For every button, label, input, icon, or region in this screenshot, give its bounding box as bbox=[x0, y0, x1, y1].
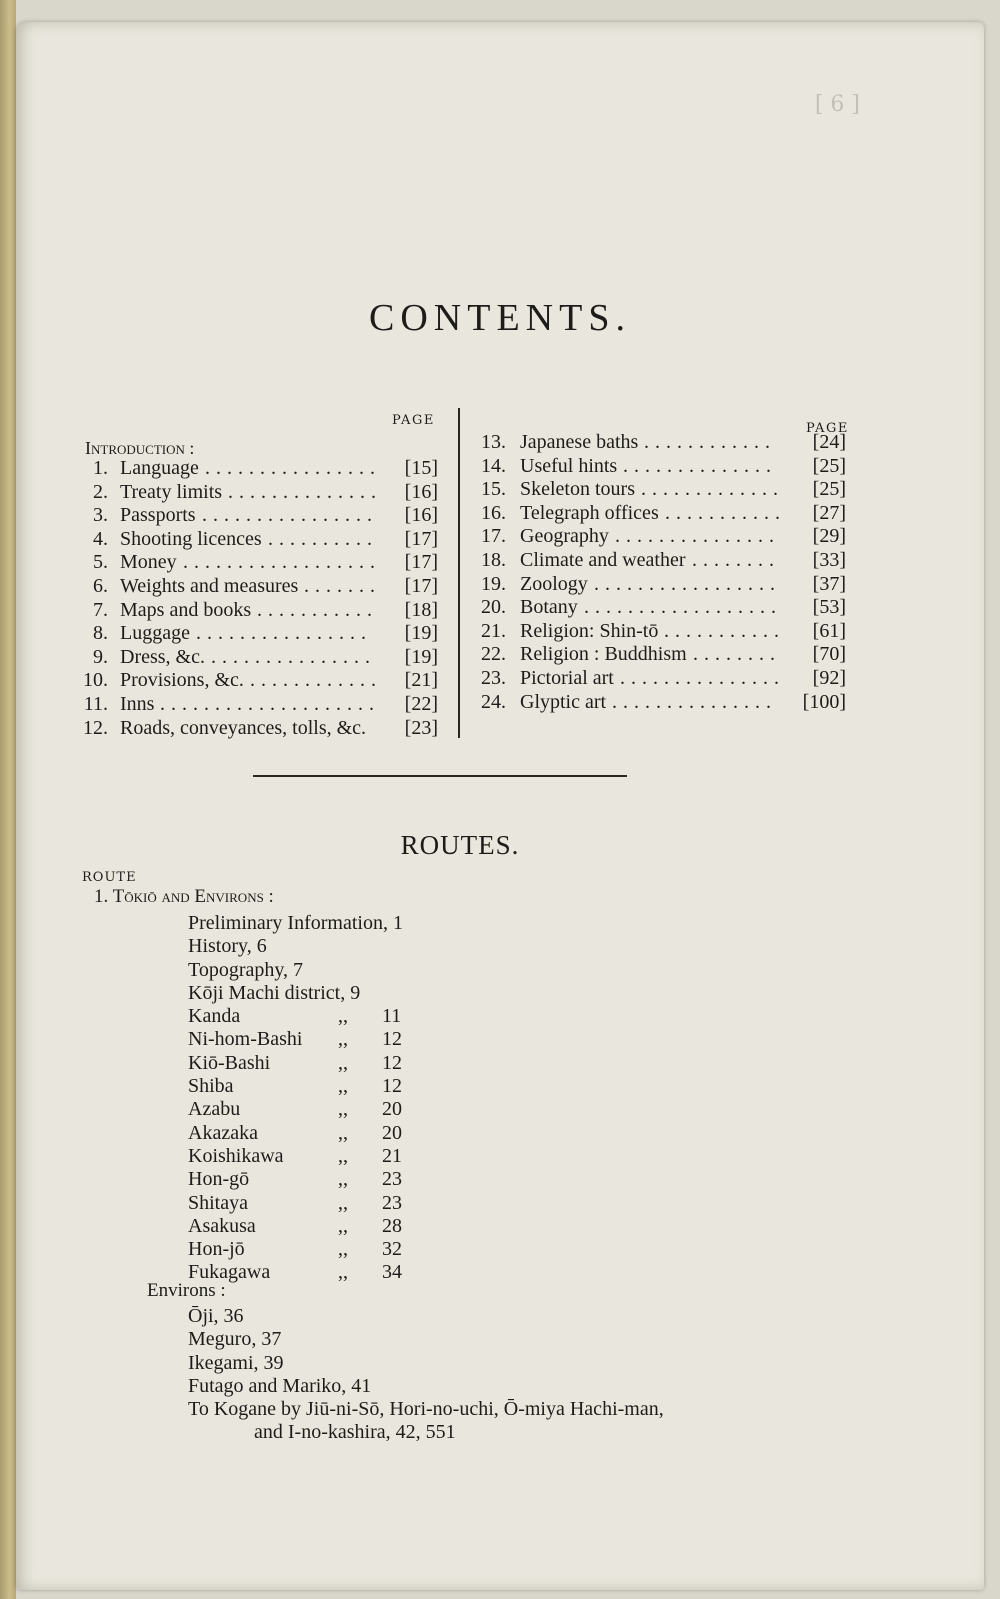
entry-page: [33] bbox=[812, 548, 846, 571]
leader-dots: ............ bbox=[250, 669, 382, 692]
entry-page: [61] bbox=[812, 619, 846, 642]
page-column-label-right: PAGE bbox=[806, 421, 849, 436]
column-divider bbox=[458, 408, 460, 738]
ditto-mark: ,, bbox=[338, 1238, 348, 1261]
contents-entry bbox=[470, 596, 850, 620]
entry-label: Luggage bbox=[120, 622, 190, 645]
contents-entry bbox=[82, 622, 442, 646]
entry-page: [24] bbox=[812, 431, 846, 453]
leader-dots: ............ bbox=[644, 431, 776, 453]
entry-page: [23] bbox=[404, 716, 438, 739]
environs-entry: To Kogane by Jiū-ni-Sō, Hori-no-uchi, Ō-miya Hachi-man, bbox=[188, 1398, 664, 1421]
entry-page: [100] bbox=[802, 690, 846, 713]
entry-label: Inns bbox=[120, 692, 155, 715]
route-entry-name: Asakusa bbox=[188, 1214, 256, 1237]
contents-right-column bbox=[470, 431, 850, 714]
entry-label: Pictorial art bbox=[520, 666, 614, 689]
environs-entry: Meguro, 37 bbox=[188, 1328, 282, 1351]
entry-page: [16] bbox=[404, 480, 438, 503]
route-entry-name: Topography, 7 bbox=[188, 958, 304, 981]
route-entry-name: Fukagawa bbox=[188, 1261, 271, 1284]
ditto-mark: ,, bbox=[338, 1098, 348, 1121]
route-entry-page: 32 bbox=[382, 1238, 402, 1261]
contents-entry bbox=[470, 573, 850, 597]
entry-number: 21. bbox=[481, 619, 506, 642]
entry-number: 15. bbox=[481, 478, 506, 501]
route-entry-page: 12 bbox=[382, 1075, 402, 1098]
entry-page: [25] bbox=[812, 478, 846, 501]
entry-number: 5. bbox=[93, 551, 108, 574]
contents-entry bbox=[82, 481, 442, 505]
contents-entry bbox=[82, 717, 442, 741]
entry-number: 13. bbox=[481, 431, 506, 453]
route-entry bbox=[188, 935, 403, 958]
entry-number: 18. bbox=[481, 548, 506, 571]
entry-label: Religion : Buddhism bbox=[520, 643, 687, 666]
contents-entry bbox=[82, 599, 442, 623]
entry-number: 17. bbox=[481, 525, 506, 548]
entry-number: 16. bbox=[481, 501, 506, 524]
contents-entry bbox=[470, 431, 850, 455]
contents-entry bbox=[470, 549, 850, 573]
contents-entry bbox=[82, 551, 442, 575]
route-entry-page: 21 bbox=[382, 1144, 402, 1167]
entry-page: [19] bbox=[404, 645, 438, 668]
entry-page: [25] bbox=[812, 454, 846, 477]
entry-label: Skeleton tours bbox=[520, 478, 635, 501]
contents-entry bbox=[470, 525, 850, 549]
route-entry-name: Shiba bbox=[188, 1075, 234, 1098]
entry-page: [17] bbox=[404, 551, 438, 574]
entry-label: Dress, &c. bbox=[120, 645, 205, 668]
entry-label: Shooting licences bbox=[120, 527, 262, 550]
leader-dots: ........ bbox=[692, 548, 780, 571]
route-entry bbox=[188, 982, 403, 1005]
contents-entry bbox=[470, 478, 850, 502]
route-entry-name: Ni-hom-Bashi bbox=[188, 1028, 303, 1051]
leader-dots: ............... bbox=[620, 666, 785, 689]
leader-dots: ............. bbox=[641, 478, 784, 501]
leader-dots: .............. bbox=[228, 480, 382, 503]
routes-title: ROUTES. bbox=[400, 830, 520, 860]
ditto-mark: ,, bbox=[338, 1168, 348, 1191]
route-entry-page: 34 bbox=[382, 1261, 402, 1284]
route-entry bbox=[188, 1145, 403, 1168]
ditto-mark: ,, bbox=[338, 1191, 348, 1214]
route-entry-page: 12 bbox=[382, 1051, 402, 1074]
entry-label: Roads, conveyances, tolls, &c. bbox=[120, 716, 367, 739]
route-entry bbox=[188, 1192, 403, 1215]
page-column-label-left: PAGE bbox=[392, 413, 435, 428]
entry-number: 14. bbox=[481, 454, 506, 477]
entry-label: Passports bbox=[120, 504, 196, 527]
route-entry-name: Hon-jō bbox=[188, 1238, 245, 1261]
entry-number: 23. bbox=[481, 666, 506, 689]
ditto-mark: ,, bbox=[338, 1121, 348, 1144]
contents-entry bbox=[470, 667, 850, 691]
contents-entry bbox=[470, 620, 850, 644]
route-entry-name: Koishikawa bbox=[188, 1144, 284, 1167]
route-entry-name: Hon-gō bbox=[188, 1168, 250, 1191]
contents-entry bbox=[82, 504, 442, 528]
contents-entry bbox=[82, 646, 442, 670]
entry-label: Treaty limits bbox=[120, 480, 223, 503]
entry-number: 7. bbox=[93, 598, 108, 621]
entry-label: Japanese baths bbox=[520, 431, 639, 453]
entry-page: [21] bbox=[404, 669, 438, 692]
route-entry-page: 12 bbox=[382, 1028, 402, 1051]
introduction-heading: Introduction : bbox=[85, 438, 195, 458]
leader-dots: .................. bbox=[183, 551, 381, 574]
route-entry-name: Shitaya bbox=[188, 1191, 248, 1214]
entry-number: 19. bbox=[481, 572, 506, 595]
entry-number: 1. bbox=[93, 457, 108, 479]
ditto-mark: ,, bbox=[338, 1214, 348, 1237]
entry-number: 12. bbox=[83, 716, 108, 739]
entry-number: 11. bbox=[83, 692, 108, 715]
entry-page: [17] bbox=[404, 527, 438, 550]
ditto-mark: ,, bbox=[338, 1005, 348, 1028]
route-entry-page: 23 bbox=[382, 1168, 402, 1191]
leader-dots: .............. bbox=[623, 454, 777, 477]
entry-number: 6. bbox=[93, 574, 108, 597]
environs-entry: Ōji, 36 bbox=[188, 1305, 244, 1327]
route-entry bbox=[188, 1028, 403, 1051]
route-entry-name: Kōji Machi district, 9 bbox=[188, 981, 361, 1004]
route-entry-name: Azabu bbox=[188, 1098, 241, 1121]
leader-dots: ............... bbox=[612, 690, 777, 713]
entry-label: Maps and books bbox=[120, 598, 252, 621]
route-entry bbox=[188, 1168, 403, 1191]
leader-dots: ................. bbox=[594, 572, 781, 595]
contents-entry bbox=[470, 643, 850, 667]
leader-dots: ........ bbox=[693, 643, 781, 666]
route-entry bbox=[188, 1215, 403, 1238]
route-entry-name: Akazaka bbox=[188, 1121, 258, 1144]
entry-label: Language bbox=[120, 457, 199, 479]
leader-dots: ............... bbox=[615, 525, 780, 548]
entry-label: Weights and measures bbox=[120, 574, 299, 597]
entry-label: Provisions, &c. bbox=[120, 669, 244, 692]
entry-label: Religion: Shin-tō bbox=[520, 619, 659, 642]
route-entry bbox=[188, 959, 403, 982]
route-entry-page: 28 bbox=[382, 1214, 402, 1237]
entry-page: [70] bbox=[812, 643, 846, 666]
entry-number: 4. bbox=[93, 527, 108, 550]
entry-page: [37] bbox=[812, 572, 846, 595]
route-entry bbox=[188, 1005, 403, 1028]
entry-number: 9. bbox=[93, 645, 108, 668]
route-entry-name: Kanda bbox=[188, 1005, 241, 1028]
book-spine bbox=[0, 0, 16, 1599]
contents-entry bbox=[470, 502, 850, 526]
entry-number: 20. bbox=[481, 596, 506, 619]
entry-label: Glyptic art bbox=[520, 690, 607, 713]
entry-label: Telegraph offices bbox=[520, 501, 659, 524]
route-entry-name: History, 6 bbox=[188, 935, 267, 958]
entry-number: 2. bbox=[93, 480, 108, 503]
entry-page: [19] bbox=[404, 622, 438, 645]
route-entry-page: 20 bbox=[382, 1121, 402, 1144]
contents-title: CONTENTS. bbox=[369, 297, 631, 339]
entry-page: [29] bbox=[812, 525, 846, 548]
environs-entry: Futago and Mariko, 41 bbox=[188, 1374, 372, 1397]
entry-label: Money bbox=[120, 551, 177, 574]
leader-dots: ................ bbox=[202, 504, 378, 527]
route-entry-page: 23 bbox=[382, 1191, 402, 1214]
ditto-mark: ,, bbox=[338, 1261, 348, 1284]
section-rule bbox=[253, 775, 627, 777]
entry-page: [53] bbox=[812, 596, 846, 619]
route-entry bbox=[188, 1122, 403, 1145]
environs-entries bbox=[188, 1305, 664, 1445]
route-entry bbox=[188, 1238, 403, 1261]
page-corner-mark: [ 6 ] bbox=[814, 92, 860, 117]
entry-number: 10. bbox=[83, 669, 108, 692]
ditto-mark: ,, bbox=[338, 1051, 348, 1074]
leader-dots: ................ bbox=[205, 457, 381, 479]
entry-page: [22] bbox=[404, 692, 438, 715]
entry-page: [15] bbox=[404, 457, 438, 479]
contents-entry bbox=[82, 528, 442, 552]
route-entry-name: Preliminary Information, 1 bbox=[188, 912, 403, 934]
ditto-mark: ,, bbox=[338, 1144, 348, 1167]
leader-dots: ............... bbox=[211, 645, 376, 668]
contents-entry bbox=[82, 457, 442, 481]
route-entry-name: Kiō-Bashi bbox=[188, 1051, 271, 1074]
leader-dots: .................... bbox=[160, 692, 380, 715]
entry-page: [16] bbox=[404, 504, 438, 527]
contents-entry bbox=[82, 693, 442, 717]
entry-label: Zoology bbox=[520, 572, 588, 595]
entry-page: [27] bbox=[812, 501, 846, 524]
entry-number: 3. bbox=[93, 504, 108, 527]
environs-entry: Ikegami, 39 bbox=[188, 1351, 284, 1374]
ditto-mark: ,, bbox=[338, 1028, 348, 1051]
route-entry bbox=[188, 1052, 403, 1075]
leader-dots: ................ bbox=[196, 622, 372, 645]
entry-page: [92] bbox=[812, 666, 846, 689]
leader-dots: .......... bbox=[268, 527, 378, 550]
route-1-heading: 1. Tōkiō and Environs : bbox=[94, 886, 274, 907]
leader-dots: .................. bbox=[584, 596, 782, 619]
route-column-label: ROUTE bbox=[82, 870, 137, 885]
route-1-entries bbox=[188, 912, 403, 1285]
contents-entry bbox=[82, 669, 442, 693]
route-entry bbox=[188, 1098, 403, 1121]
route-entry-page: 20 bbox=[382, 1098, 402, 1121]
environs-heading: Environs : bbox=[147, 1280, 226, 1301]
route-entry bbox=[188, 1075, 403, 1098]
contents-entry bbox=[470, 455, 850, 479]
contents-left-column bbox=[82, 457, 442, 740]
entry-number: 24. bbox=[481, 690, 506, 713]
entry-page: [17] bbox=[404, 574, 438, 597]
leader-dots: ........... bbox=[257, 598, 378, 621]
route-entry bbox=[188, 912, 403, 935]
contents-entry bbox=[82, 575, 442, 599]
entry-label: Geography bbox=[520, 525, 609, 548]
ditto-mark: ,, bbox=[338, 1075, 348, 1098]
entry-number: 22. bbox=[481, 643, 506, 666]
environs-entry-continuation: and I-no-kashira, 42, 551 bbox=[254, 1421, 456, 1444]
entry-label: Botany bbox=[520, 596, 578, 619]
entry-label: Useful hints bbox=[520, 454, 618, 477]
contents-entry bbox=[470, 691, 850, 715]
entry-number: 8. bbox=[93, 622, 108, 645]
route-entry-page: 11 bbox=[382, 1005, 402, 1028]
leader-dots: ....... bbox=[304, 574, 381, 597]
leader-dots: ........... bbox=[665, 501, 786, 524]
leader-dots: ........... bbox=[664, 619, 785, 642]
entry-page: [18] bbox=[404, 598, 438, 621]
entry-label: Climate and weather bbox=[520, 548, 686, 571]
